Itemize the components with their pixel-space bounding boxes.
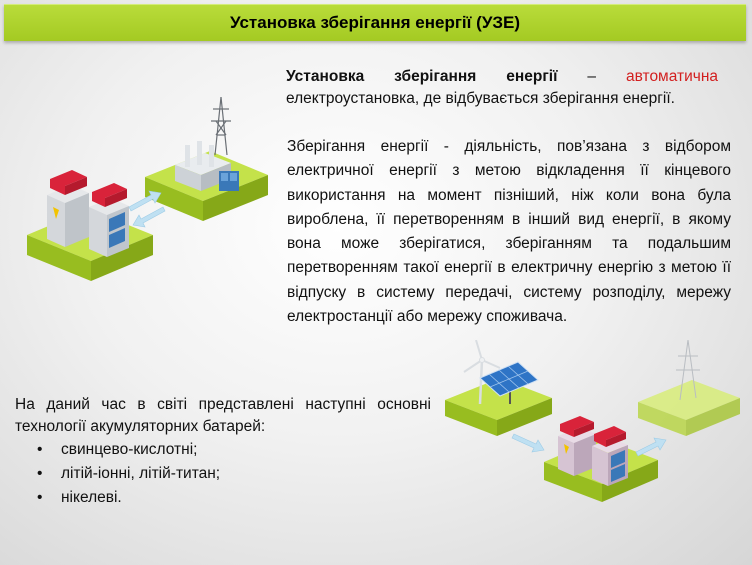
title-bar (4, 4, 746, 41)
definition (286, 66, 718, 110)
battery-list (15, 438, 431, 510)
platform-grid (638, 380, 740, 436)
definition-rest: електроустановка, де відбувається зберігання енергії. (286, 90, 675, 107)
list-item: • нікелеві. (37, 486, 431, 510)
list-item: • літій-іонні, літій-титан; (37, 462, 431, 486)
battery-technologies (15, 394, 431, 510)
definition-term: Установка зберігання енергії (286, 68, 558, 85)
list-item: • свинцево-кислотні; (37, 438, 431, 462)
substation-icon (175, 141, 239, 191)
storage-substation-illustration (25, 95, 285, 295)
storage-paragraph: Зберігання енергії - діяльність, пов’язана з відбором електричної енергії з метою відкладення її кінцевого використання на момент пізніший, ніж коли вона була вироблена, її перетворенням в інший вид енергії, в якому вона може зберігатися, зберіганням та подальшим перетворенням такої енергії в електричну енергію з метою її відпуску в систему передачі, систему розподілу, мережу електростанції або мережу споживача. (287, 138, 731, 326)
renewables-storage-illustration (440, 340, 740, 550)
definition-accent: автоматична (626, 68, 719, 85)
page-title: Установка зберігання енергії (УЗЕ) (229, 13, 521, 32)
definition-dash: – (557, 68, 626, 85)
battery-intro: На даний час в світі представлені наступні основні технології акумуляторних батарей: (15, 396, 431, 435)
